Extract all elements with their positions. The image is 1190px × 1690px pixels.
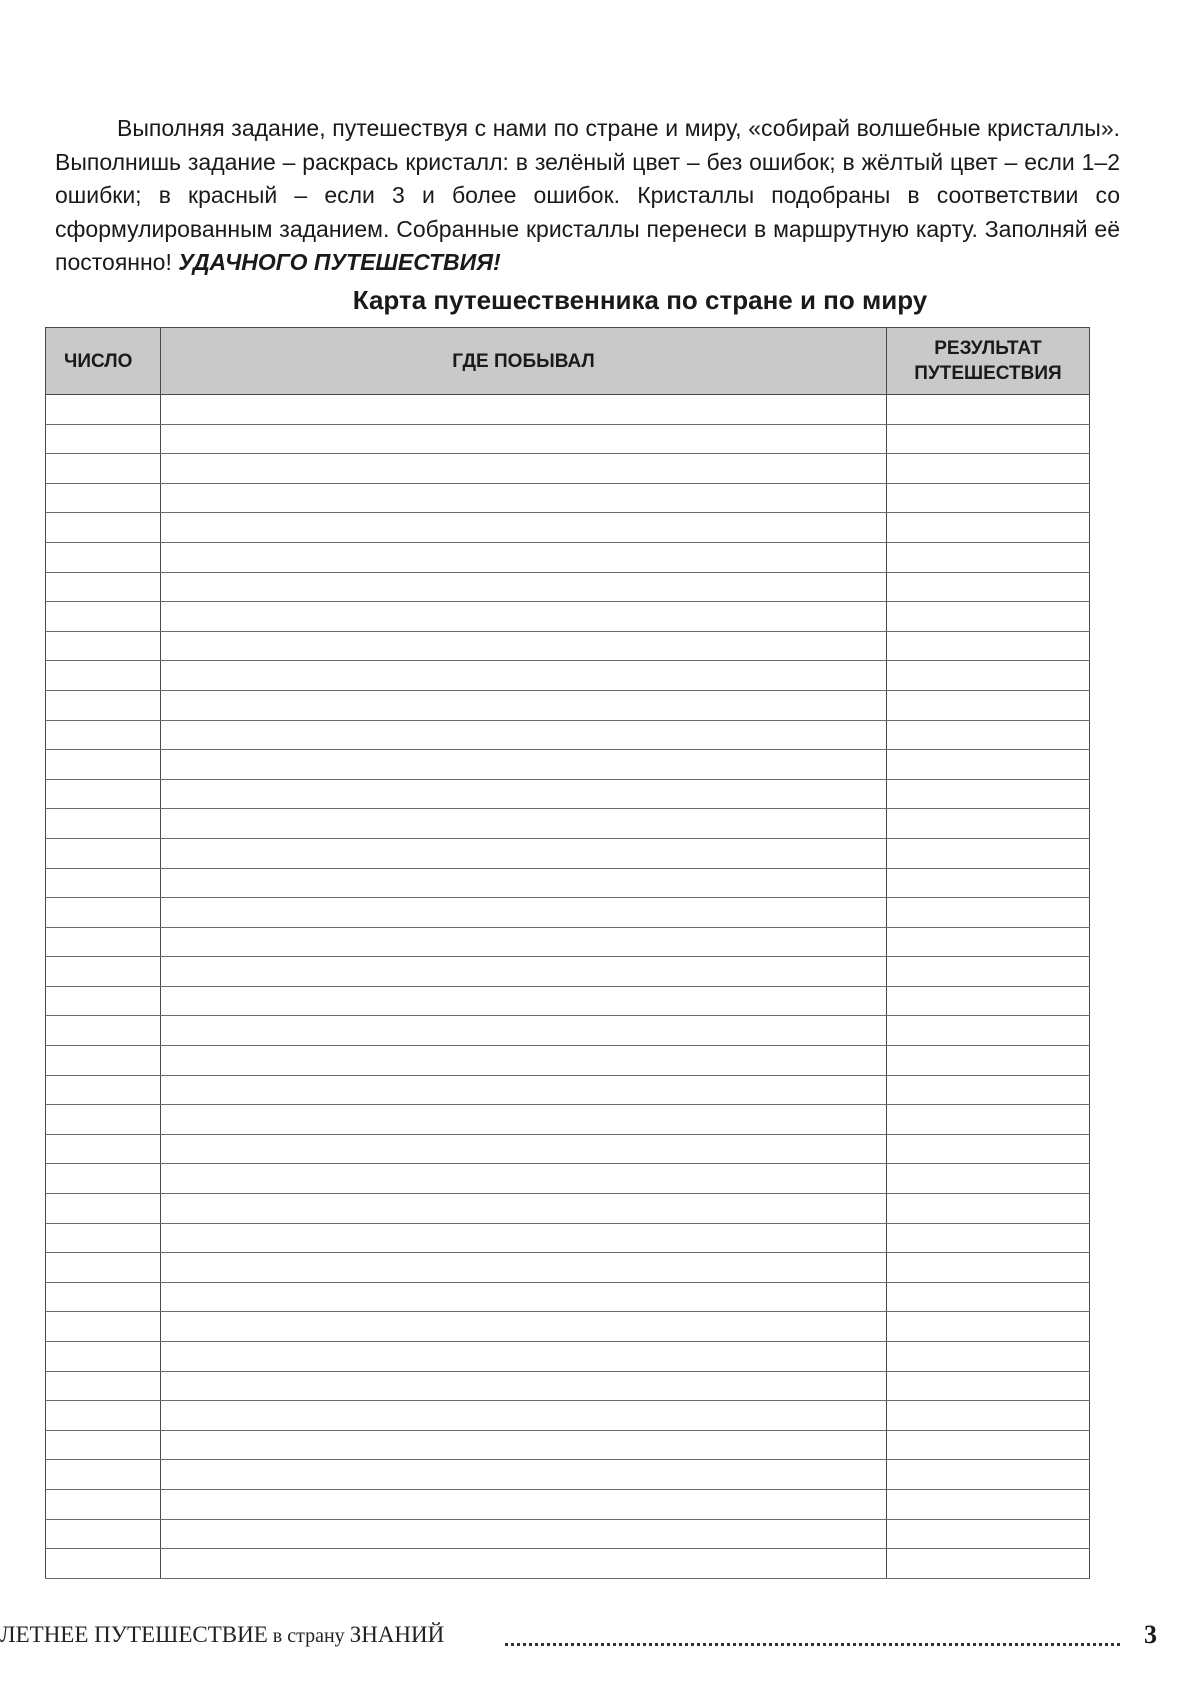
- table-row: [46, 868, 1090, 898]
- cell-date[interactable]: [46, 1075, 161, 1105]
- cell-result[interactable]: [887, 1342, 1090, 1372]
- cell-result[interactable]: [887, 838, 1090, 868]
- cell-place[interactable]: [161, 602, 887, 632]
- table-row: [46, 720, 1090, 750]
- cell-result[interactable]: [887, 395, 1090, 425]
- cell-place[interactable]: [161, 690, 887, 720]
- cell-place[interactable]: [161, 1046, 887, 1076]
- cell-result[interactable]: [887, 483, 1090, 513]
- instructions-paragraph: [55, 112, 1120, 280]
- cell-result[interactable]: [887, 690, 1090, 720]
- table-row: [46, 542, 1090, 572]
- instructions-text: Выполняя задание, путешествуя с нами по стране и миру, «собирай волшебные кристаллы». Выполнишь задание – раскрась кристалл: в зелёный цвет – без ошибок; в жёлтый цвет – если 1–2 ошибки; в красный – если 3 и более ошибок. Кристаллы подобраны в соответствии со сформулированным заданием. Собранные кристаллы перенеси в маршрутную карту. Заполняй её постоянно!: [55, 115, 1120, 276]
- cell-result[interactable]: [887, 927, 1090, 957]
- cell-date[interactable]: [46, 454, 161, 484]
- cell-place[interactable]: [161, 1460, 887, 1490]
- cell-place[interactable]: [161, 1430, 887, 1460]
- cell-place[interactable]: [161, 1253, 887, 1283]
- cell-date[interactable]: [46, 690, 161, 720]
- cell-result[interactable]: [887, 1075, 1090, 1105]
- cell-result[interactable]: [887, 1223, 1090, 1253]
- cell-date[interactable]: [46, 1134, 161, 1164]
- cell-date[interactable]: [46, 1519, 161, 1549]
- table-row: [46, 1134, 1090, 1164]
- book-title: [0, 1622, 444, 1648]
- instructions-emphasis: УДАЧНОГО ПУТЕШЕСТВИЯ!: [178, 249, 501, 276]
- cell-result[interactable]: [887, 1164, 1090, 1194]
- table-row: [46, 1282, 1090, 1312]
- footer-leader-dots: [505, 1643, 1120, 1646]
- cell-date[interactable]: [46, 1016, 161, 1046]
- table-row: [46, 631, 1090, 661]
- book-title-part3: ЗНАНИЙ: [349, 1622, 445, 1647]
- table-row: [46, 1164, 1090, 1194]
- cell-result[interactable]: [887, 1016, 1090, 1046]
- cell-result[interactable]: [887, 513, 1090, 543]
- table-row: [46, 898, 1090, 928]
- cell-date[interactable]: [46, 986, 161, 1016]
- cell-result[interactable]: [887, 454, 1090, 484]
- table-row: [46, 779, 1090, 809]
- cell-place[interactable]: [161, 927, 887, 957]
- cell-date[interactable]: [46, 542, 161, 572]
- cell-date[interactable]: [46, 1342, 161, 1372]
- cell-place[interactable]: [161, 1519, 887, 1549]
- cell-date[interactable]: [46, 1164, 161, 1194]
- cell-place[interactable]: [161, 898, 887, 928]
- cell-place[interactable]: [161, 957, 887, 987]
- table-row: [46, 513, 1090, 543]
- cell-date[interactable]: [46, 395, 161, 425]
- table-row: [46, 1430, 1090, 1460]
- cell-place[interactable]: [161, 868, 887, 898]
- cell-result[interactable]: [887, 1489, 1090, 1519]
- table-body: [46, 395, 1090, 1579]
- cell-place[interactable]: [161, 1371, 887, 1401]
- cell-result[interactable]: [887, 986, 1090, 1016]
- cell-result[interactable]: [887, 631, 1090, 661]
- cell-result[interactable]: [887, 1519, 1090, 1549]
- book-title-part1: ЛЕТНЕЕ ПУТЕШЕСТВИЕ: [0, 1622, 268, 1647]
- cell-date[interactable]: [46, 1282, 161, 1312]
- header-date: ЧИСЛО: [46, 328, 161, 395]
- table-row: [46, 1489, 1090, 1519]
- cell-result[interactable]: [887, 602, 1090, 632]
- cell-place[interactable]: [161, 1549, 887, 1579]
- cell-place[interactable]: [161, 1342, 887, 1372]
- table-row: [46, 1460, 1090, 1490]
- cell-place[interactable]: [161, 986, 887, 1016]
- cell-result[interactable]: [887, 809, 1090, 839]
- cell-place[interactable]: [161, 1194, 887, 1224]
- cell-place[interactable]: [161, 1075, 887, 1105]
- cell-place[interactable]: [161, 572, 887, 602]
- cell-place[interactable]: [161, 1312, 887, 1342]
- table-row: [46, 572, 1090, 602]
- table-row: [46, 986, 1090, 1016]
- cell-result[interactable]: [887, 1371, 1090, 1401]
- cell-result[interactable]: [887, 868, 1090, 898]
- cell-result[interactable]: [887, 1430, 1090, 1460]
- cell-date[interactable]: [46, 1401, 161, 1431]
- cell-date[interactable]: [46, 898, 161, 928]
- cell-place[interactable]: [161, 838, 887, 868]
- table-row: [46, 1075, 1090, 1105]
- cell-result[interactable]: [887, 1134, 1090, 1164]
- cell-result[interactable]: [887, 957, 1090, 987]
- cell-place[interactable]: [161, 1401, 887, 1431]
- cell-date[interactable]: [46, 513, 161, 543]
- table-row: [46, 1105, 1090, 1135]
- cell-date[interactable]: [46, 424, 161, 454]
- table-row: [46, 927, 1090, 957]
- table-row: [46, 661, 1090, 691]
- cell-result[interactable]: [887, 1401, 1090, 1431]
- table-row: [46, 1223, 1090, 1253]
- cell-result[interactable]: [887, 1549, 1090, 1579]
- travel-map-table: [45, 327, 1090, 1579]
- cell-date[interactable]: [46, 1253, 161, 1283]
- cell-date[interactable]: [46, 868, 161, 898]
- cell-date[interactable]: [46, 1549, 161, 1579]
- table-row: [46, 1016, 1090, 1046]
- cell-date[interactable]: [46, 1223, 161, 1253]
- cell-place[interactable]: [161, 631, 887, 661]
- table-row: [46, 690, 1090, 720]
- cell-place[interactable]: [161, 513, 887, 543]
- book-title-part2: в страну: [267, 1625, 350, 1647]
- cell-place[interactable]: [161, 1489, 887, 1519]
- cell-place[interactable]: [161, 1164, 887, 1194]
- cell-date[interactable]: [46, 1460, 161, 1490]
- table-row: [46, 424, 1090, 454]
- cell-date[interactable]: [46, 957, 161, 987]
- cell-date[interactable]: [46, 1489, 161, 1519]
- cell-result[interactable]: [887, 1312, 1090, 1342]
- cell-place[interactable]: [161, 542, 887, 572]
- cell-date[interactable]: [46, 602, 161, 632]
- cell-place[interactable]: [161, 779, 887, 809]
- table-row: [46, 957, 1090, 987]
- cell-place[interactable]: [161, 483, 887, 513]
- cell-date[interactable]: [46, 631, 161, 661]
- cell-place[interactable]: [161, 1016, 887, 1046]
- cell-date[interactable]: [46, 750, 161, 780]
- table-header-row: [46, 328, 1090, 395]
- cell-date[interactable]: [46, 1371, 161, 1401]
- cell-date[interactable]: [46, 1105, 161, 1135]
- page-footer: [0, 1618, 1190, 1658]
- table-row: [46, 1194, 1090, 1224]
- page-number: 3: [1144, 1620, 1157, 1649]
- table-row: [46, 454, 1090, 484]
- table-row: [46, 1342, 1090, 1372]
- cell-place[interactable]: [161, 1282, 887, 1312]
- table-row: [46, 750, 1090, 780]
- cell-result[interactable]: [887, 542, 1090, 572]
- cell-place[interactable]: [161, 1223, 887, 1253]
- cell-place[interactable]: [161, 1134, 887, 1164]
- cell-result[interactable]: [887, 1046, 1090, 1076]
- header-result: РЕЗУЛЬТАТ ПУТЕШЕСТВИЯ: [887, 328, 1090, 395]
- cell-place[interactable]: [161, 750, 887, 780]
- table-row: [46, 602, 1090, 632]
- cell-date[interactable]: [46, 720, 161, 750]
- table-row: [46, 1401, 1090, 1431]
- table-row: [46, 483, 1090, 513]
- cell-date[interactable]: [46, 661, 161, 691]
- cell-date[interactable]: [46, 927, 161, 957]
- cell-result[interactable]: [887, 720, 1090, 750]
- table-row: [46, 1371, 1090, 1401]
- cell-place[interactable]: [161, 720, 887, 750]
- header-place: ГДЕ ПОБЫВАЛ: [161, 328, 887, 395]
- cell-date[interactable]: [46, 1430, 161, 1460]
- cell-date[interactable]: [46, 572, 161, 602]
- table-row: [46, 1519, 1090, 1549]
- table-row: [46, 809, 1090, 839]
- cell-date[interactable]: [46, 779, 161, 809]
- cell-result[interactable]: [887, 1105, 1090, 1135]
- table-row: [46, 1046, 1090, 1076]
- cell-place[interactable]: [161, 1105, 887, 1135]
- cell-result[interactable]: [887, 572, 1090, 602]
- cell-result[interactable]: [887, 1194, 1090, 1224]
- cell-result[interactable]: [887, 1460, 1090, 1490]
- cell-date[interactable]: [46, 1194, 161, 1224]
- cell-place[interactable]: [161, 395, 887, 425]
- table-row: [46, 395, 1090, 425]
- table-row: [46, 1312, 1090, 1342]
- cell-result[interactable]: [887, 1282, 1090, 1312]
- cell-result[interactable]: [887, 898, 1090, 928]
- table-row: [46, 838, 1090, 868]
- cell-date[interactable]: [46, 809, 161, 839]
- map-title: Карта путешественника по стране и по миру: [352, 285, 928, 315]
- table-row: [46, 1253, 1090, 1283]
- cell-result[interactable]: [887, 661, 1090, 691]
- cell-place[interactable]: [161, 661, 887, 691]
- cell-place[interactable]: [161, 424, 887, 454]
- cell-result[interactable]: [887, 750, 1090, 780]
- cell-result[interactable]: [887, 424, 1090, 454]
- cell-date[interactable]: [46, 483, 161, 513]
- table-row: [46, 1549, 1090, 1579]
- cell-date[interactable]: [46, 838, 161, 868]
- cell-date[interactable]: [46, 1046, 161, 1076]
- cell-result[interactable]: [887, 779, 1090, 809]
- cell-place[interactable]: [161, 454, 887, 484]
- cell-result[interactable]: [887, 1253, 1090, 1283]
- cell-place[interactable]: [161, 809, 887, 839]
- cell-date[interactable]: [46, 1312, 161, 1342]
